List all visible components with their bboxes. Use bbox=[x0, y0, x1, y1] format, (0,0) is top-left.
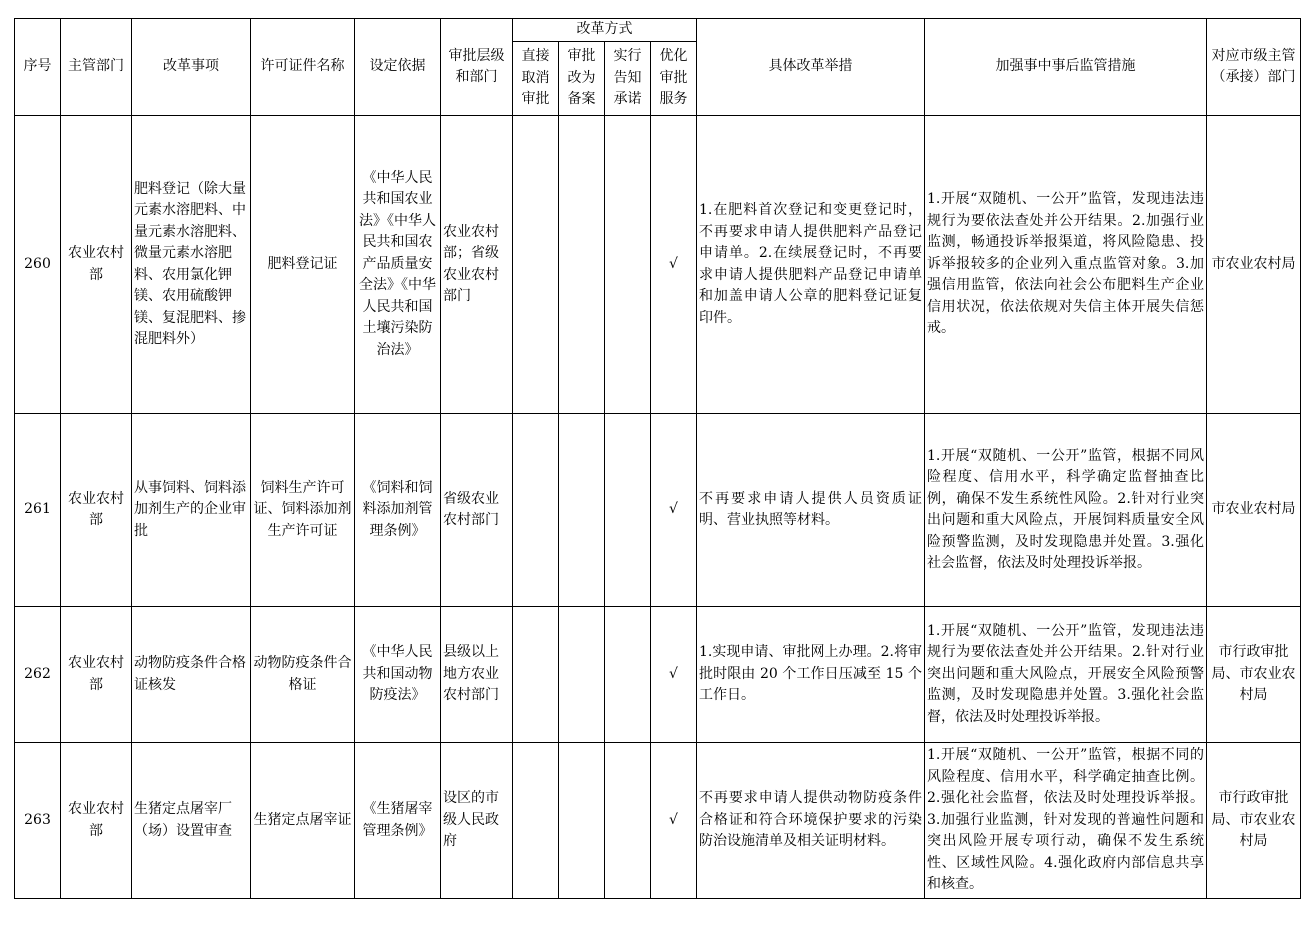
row-record bbox=[559, 743, 605, 899]
row-supervision: 1.开展“双随机、一公开”监管，根据不同的风险程度、信用水平，科学确定抽查比例。2.强化社会监督，依法及时处理投诉举报。3.加强行业监测，针对发现的普遍性问题和突出风险开展专项行动，确保不发生系统性、区域性风险。4.强化政府内部信息共享和核查。 bbox=[925, 743, 1207, 899]
header-reform-promise: 实行告知承诺 bbox=[605, 42, 651, 116]
header-level: 审批层级和部门 bbox=[441, 19, 513, 116]
row-city: 市行政审批局、市农业农村局 bbox=[1207, 743, 1301, 899]
row-seq: 261 bbox=[15, 414, 61, 607]
row-supervision: 1.开展“双随机、一公开”监管，根据不同风险程度、信用水平，科学确定监督抽查比例，确保不发生系统性风险。2.针对行业突出问题和重大风险点，开展饲料质量安全风险预警监测，及时发现隐患并处置。3.强化社会监督，依法及时处理投诉举报。 bbox=[925, 414, 1207, 607]
header-seq: 序号 bbox=[15, 19, 61, 116]
header-city: 对应市级主管（承接）部门 bbox=[1207, 19, 1301, 116]
row-record bbox=[559, 414, 605, 607]
row-seq: 263 bbox=[15, 743, 61, 899]
header-reform-cancel: 直接取消审批 bbox=[513, 42, 559, 116]
header-reform-optimize: 优化审批服务 bbox=[651, 42, 697, 116]
row-dept: 农业农村部 bbox=[61, 607, 132, 743]
table-row bbox=[15, 414, 1301, 607]
row-level: 设区的市级人民政府 bbox=[441, 743, 513, 899]
row-level: 农业农村部；省级农业农村部门 bbox=[441, 116, 513, 414]
row-optimize-check: √ bbox=[651, 743, 697, 899]
row-basis: 《中华人民共和国农业法》《中华人民共和国农产品质量安全法》《中华人民共和国土壤污染防治法》 bbox=[355, 116, 441, 414]
row-optimize-check: √ bbox=[651, 414, 697, 607]
row-supervision: 1.开展“双随机、一公开”监管，发现违法违规行为要依法查处并公开结果。2.针对行业突出问题和重大风险点，开展安全风险预警监测，及时发现隐患并处置。3.强化社会监督，依法及时处理投诉举报。 bbox=[925, 607, 1207, 743]
row-license: 饲料生产许可证、饲料添加剂生产许可证 bbox=[251, 414, 355, 607]
header-reform-group: 改革方式 bbox=[513, 19, 697, 42]
row-basis: 《生猪屠宰管理条例》 bbox=[355, 743, 441, 899]
row-license: 肥料登记证 bbox=[251, 116, 355, 414]
row-dept: 农业农村部 bbox=[61, 743, 132, 899]
row-cancel bbox=[513, 116, 559, 414]
row-dept: 农业农村部 bbox=[61, 116, 132, 414]
table-row bbox=[15, 116, 1301, 414]
header-basis: 设定依据 bbox=[355, 19, 441, 116]
row-promise bbox=[605, 607, 651, 743]
table-row bbox=[15, 607, 1301, 743]
row-item: 肥料登记（除大量元素水溶肥料、中量元素水溶肥料、微量元素水溶肥料、农用氯化钾镁、农用硫酸钾镁、复混肥料、掺混肥料外） bbox=[132, 116, 251, 414]
row-level: 省级农业农村部门 bbox=[441, 414, 513, 607]
row-basis: 《饲料和饲料添加剂管理条例》 bbox=[355, 414, 441, 607]
row-item: 生猪定点屠宰厂（场）设置审查 bbox=[132, 743, 251, 899]
row-supervision: 1.开展“双随机、一公开”监管，发现违法违规行为要依法查处并公开结果。2.加强行业监测，畅通投诉举报渠道，将风险隐患、投诉举报较多的企业列入重点监管对象。3.加强信用监管，依法向社会公布肥料生产企业信用状况，依法依规对失信主体开展失信惩戒。 bbox=[925, 116, 1207, 414]
row-seq: 262 bbox=[15, 607, 61, 743]
row-city: 市农业农村局 bbox=[1207, 116, 1301, 414]
header-reform-record: 审批改为备案 bbox=[559, 42, 605, 116]
row-item: 从事饲料、饲料添加剂生产的企业审批 bbox=[132, 414, 251, 607]
header-dept: 主管部门 bbox=[61, 19, 132, 116]
header-item: 改革事项 bbox=[132, 19, 251, 116]
row-measures: 不再要求申请人提供动物防疫条件合格证和符合环境保护要求的污染防治设施清单及相关证明材料。 bbox=[697, 743, 925, 899]
row-cancel bbox=[513, 743, 559, 899]
row-promise bbox=[605, 116, 651, 414]
row-dept: 农业农村部 bbox=[61, 414, 132, 607]
row-measures: 1.在肥料首次登记和变更登记时，不再要求申请人提供肥料产品登记申请单。2.在续展登记时，不再要求申请人提供肥料产品登记申请单和加盖申请人公章的肥料登记证复印件。 bbox=[697, 116, 925, 414]
reform-table bbox=[14, 18, 1301, 899]
row-cancel bbox=[513, 607, 559, 743]
header-license: 许可证件名称 bbox=[251, 19, 355, 116]
header-measures: 具体改革举措 bbox=[697, 19, 925, 116]
row-license: 生猪定点屠宰证 bbox=[251, 743, 355, 899]
row-item: 动物防疫条件合格证核发 bbox=[132, 607, 251, 743]
table-row bbox=[15, 743, 1301, 899]
row-license: 动物防疫条件合格证 bbox=[251, 607, 355, 743]
row-city: 市农业农村局 bbox=[1207, 414, 1301, 607]
row-measures: 1.实现申请、审批网上办理。2.将审批时限由 20 个工作日压减至 15 个工作日。 bbox=[697, 607, 925, 743]
row-level: 县级以上地方农业农村部门 bbox=[441, 607, 513, 743]
row-measures: 不再要求申请人提供人员资质证明、营业执照等材料。 bbox=[697, 414, 925, 607]
row-promise bbox=[605, 414, 651, 607]
row-record bbox=[559, 116, 605, 414]
row-optimize-check: √ bbox=[651, 116, 697, 414]
row-basis: 《中华人民共和国动物防疫法》 bbox=[355, 607, 441, 743]
row-promise bbox=[605, 743, 651, 899]
row-cancel bbox=[513, 414, 559, 607]
row-seq: 260 bbox=[15, 116, 61, 414]
row-city: 市行政审批局、市农业农村局 bbox=[1207, 607, 1301, 743]
header-supervision: 加强事中事后监管措施 bbox=[925, 19, 1207, 116]
row-optimize-check: √ bbox=[651, 607, 697, 743]
row-record bbox=[559, 607, 605, 743]
